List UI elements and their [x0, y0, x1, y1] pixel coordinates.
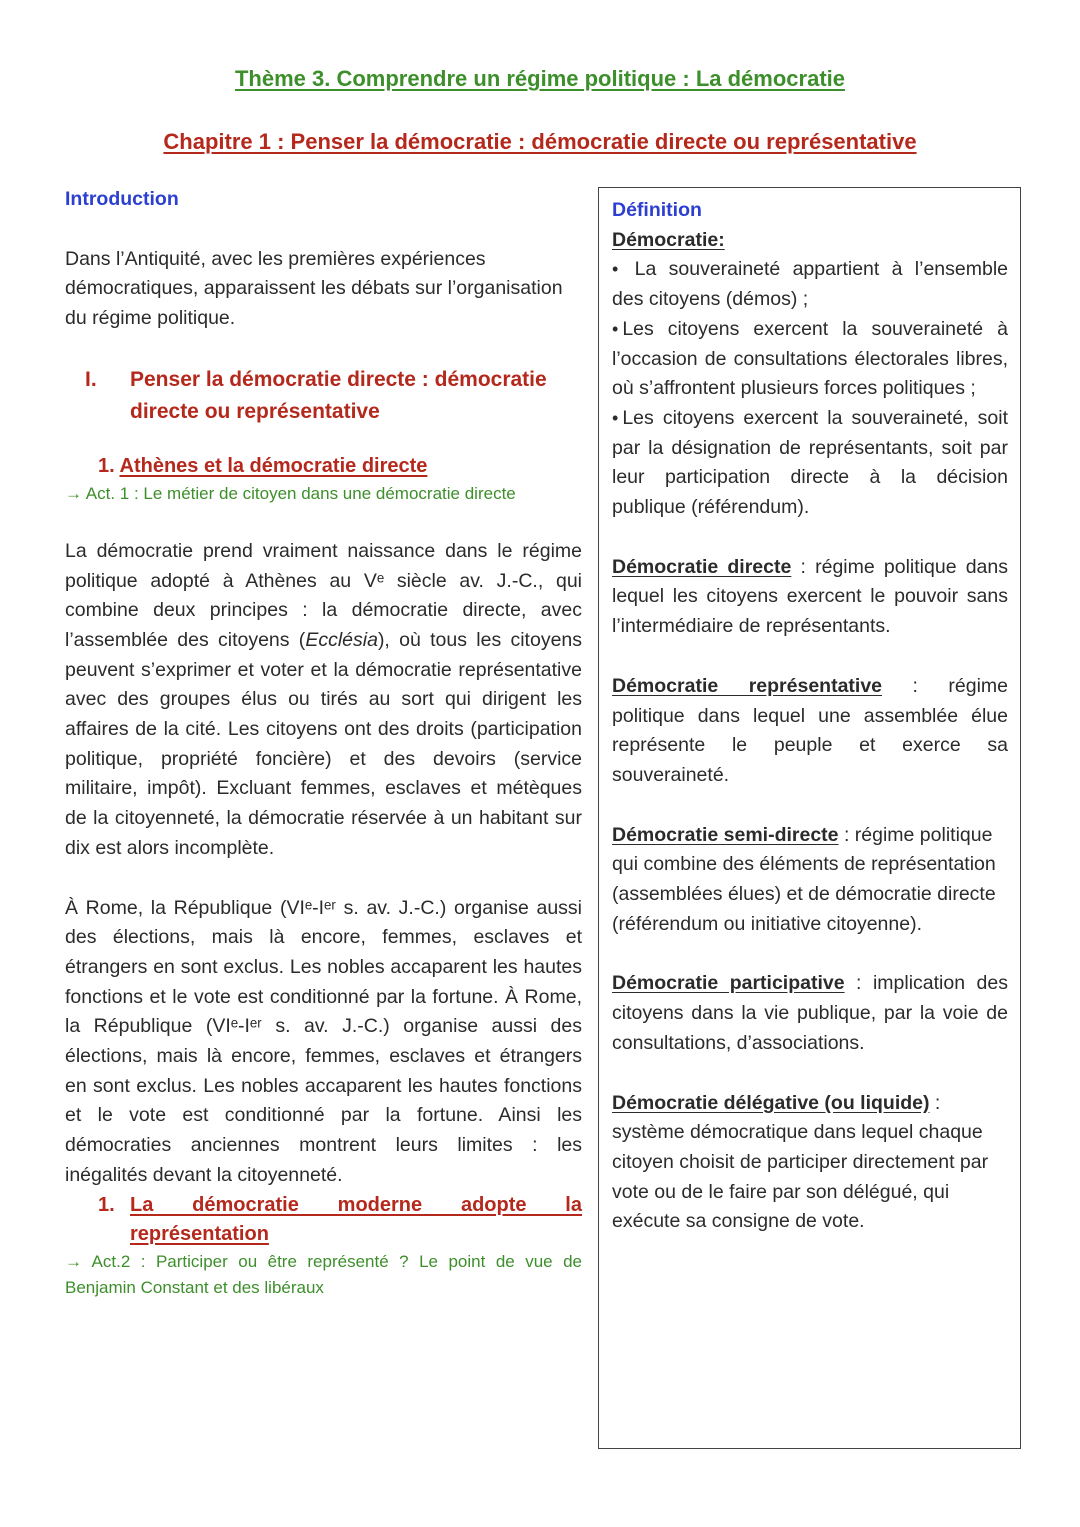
definition-participative: [612, 969, 1008, 1058]
delegative-text: : système démocratique dans lequel chaque citoyen choisit de participer directement par vote ou de le faire par son délégué, qui exécute sa consigne de vote.: [612, 1091, 989, 1233]
subsection-2-number: 1.: [98, 1193, 115, 1216]
representative-term: Démocratie représentative: [612, 674, 883, 697]
theme-title: Thème 3. Comprendre un régime politique : La démocratie: [234, 66, 845, 91]
left-column: [65, 185, 582, 1301]
chapter-title: Chapitre 1 : Penser la démocratie : démocratie directe ou représentative: [163, 129, 917, 154]
definition-delegative: [612, 1089, 1008, 1238]
definition-representative: [612, 672, 1008, 791]
bullet-3-text: Les citoyens exercent la souveraineté, soit par la désignation de représentants, soit par leur participation directe à la décision publique (référendum).: [612, 406, 1008, 519]
definition-bullet-3: [612, 404, 1008, 523]
rome-paragraph: À Rome, la République (VIᵉ-Iᵉʳ s. av. J.-C.) organise aussi des élections, mais là encore, femmes, esclaves et étrangers en sont exclus. Les nobles accaparent les hautes fonctions et le vote est conditionné par la fortune. À Rome, la République (VIᵉ-Iᵉʳ s. av. J.-C.) organise aussi des élections, mais là encore, femmes, esclaves et étrangers en sont exclus. Les nobles accaparent les hautes fonctions et le vote est conditionné par la fortune. Ainsi les démocraties anciennes montrent leurs limites : les inégalités devant la citoyenneté.: [65, 896, 582, 1186]
subsection-1-number: 1.: [98, 454, 115, 477]
bullet-dot-icon: •: [612, 407, 619, 428]
section-1-heading: [85, 364, 582, 428]
participative-text: : implication des citoyens dans la vie publique, par la voie de consultations, d’associations.: [612, 972, 1008, 1054]
definition-box: [598, 187, 1021, 1449]
delegative-term: Démocratie délégative (ou liquide): [612, 1091, 930, 1114]
definition-bullet-1: [612, 255, 1008, 314]
bullet-2-text: Les citoyens exercent la souveraineté à l’occasion de consultations électorales libres, où s’affrontent plusieurs forces politiques ;: [612, 317, 1008, 400]
democratie-term: [612, 226, 1008, 256]
subsection-2-heading: [98, 1191, 582, 1249]
section-1-number: I.: [85, 367, 97, 391]
definition-directe: [612, 553, 1008, 642]
athens-text-2: ), où tous les citoyens peuvent s’exprimer et voter et la démocratie représentative avec des groupes élus ou tirés au sort qui dirigent les affaires de la cité. Les citoyens ont des droits (participation politique, propriété foncière) et des devoirs (service militaire, impôt). Excluant femmes, esclaves et métèques de la citoyenneté, la démocratie réservée à un habitant sur dix est alors incomplète.: [65, 628, 583, 859]
athens-text-1: La démocratie prend vraiment naissance dans le régime politique adopté à Athènes au Vᵉ siècle av. J.-C., qui combine deux principes : la démocratie directe, avec l’assemblée des citoyens (: [65, 539, 582, 651]
subsection-1-title: Athènes et la démocratie directe: [119, 454, 428, 477]
activity-2-link[interactable]: → Act.2 : Participer ou être représenté ? Le point de vue de Benjamin Constant et des libéraux: [65, 1251, 582, 1297]
subsection-2-title: La démocratie moderne adopte la représentation: [130, 1193, 582, 1245]
intro-text: Dans l’Antiquité, avec les premières expériences démocratiques, apparaissent les débats sur l’organisation du régime politique.: [65, 247, 563, 330]
directe-text: : régime politique dans lequel les citoyens exercent le pouvoir sans l’intermédiaire de représentants.: [612, 555, 1008, 638]
ecclesia-term: Ecclésia: [305, 628, 378, 651]
athens-paragraph: [65, 537, 582, 864]
bullet-dot-icon: •: [612, 318, 619, 339]
semi-term: Démocratie semi-directe: [612, 823, 839, 846]
directe-term: Démocratie directe: [612, 555, 792, 578]
bullet-dot-icon: •: [612, 259, 619, 280]
bullet-1-text: La souveraineté appartient à l’ensemble des citoyens (démos) ;: [612, 258, 1008, 311]
activity-1-link[interactable]: → Act. 1 : Le métier de citoyen dans une démocratie directe: [65, 483, 516, 503]
democratie-term-label: Démocratie:: [612, 228, 725, 251]
participative-term: Démocratie participative: [612, 972, 845, 995]
definition-label: Définition: [612, 199, 702, 221]
definition-semi-directe: [612, 821, 1008, 940]
intro-heading: Introduction: [65, 188, 179, 210]
definition-bullet-2: [612, 315, 1008, 404]
representative-text: : régime politique dans lequel une assemblée élue représente le peuple et exerce sa souveraineté.: [612, 674, 1008, 786]
semi-text: : régime politique qui combine des éléments de représentation (assemblées élues) et de démocratie directe (référendum ou initiative citoyenne).: [612, 823, 996, 935]
subsection-1-heading: [98, 452, 582, 481]
section-1-title: Penser la démocratie directe : démocratie directe ou représentative: [130, 367, 547, 423]
